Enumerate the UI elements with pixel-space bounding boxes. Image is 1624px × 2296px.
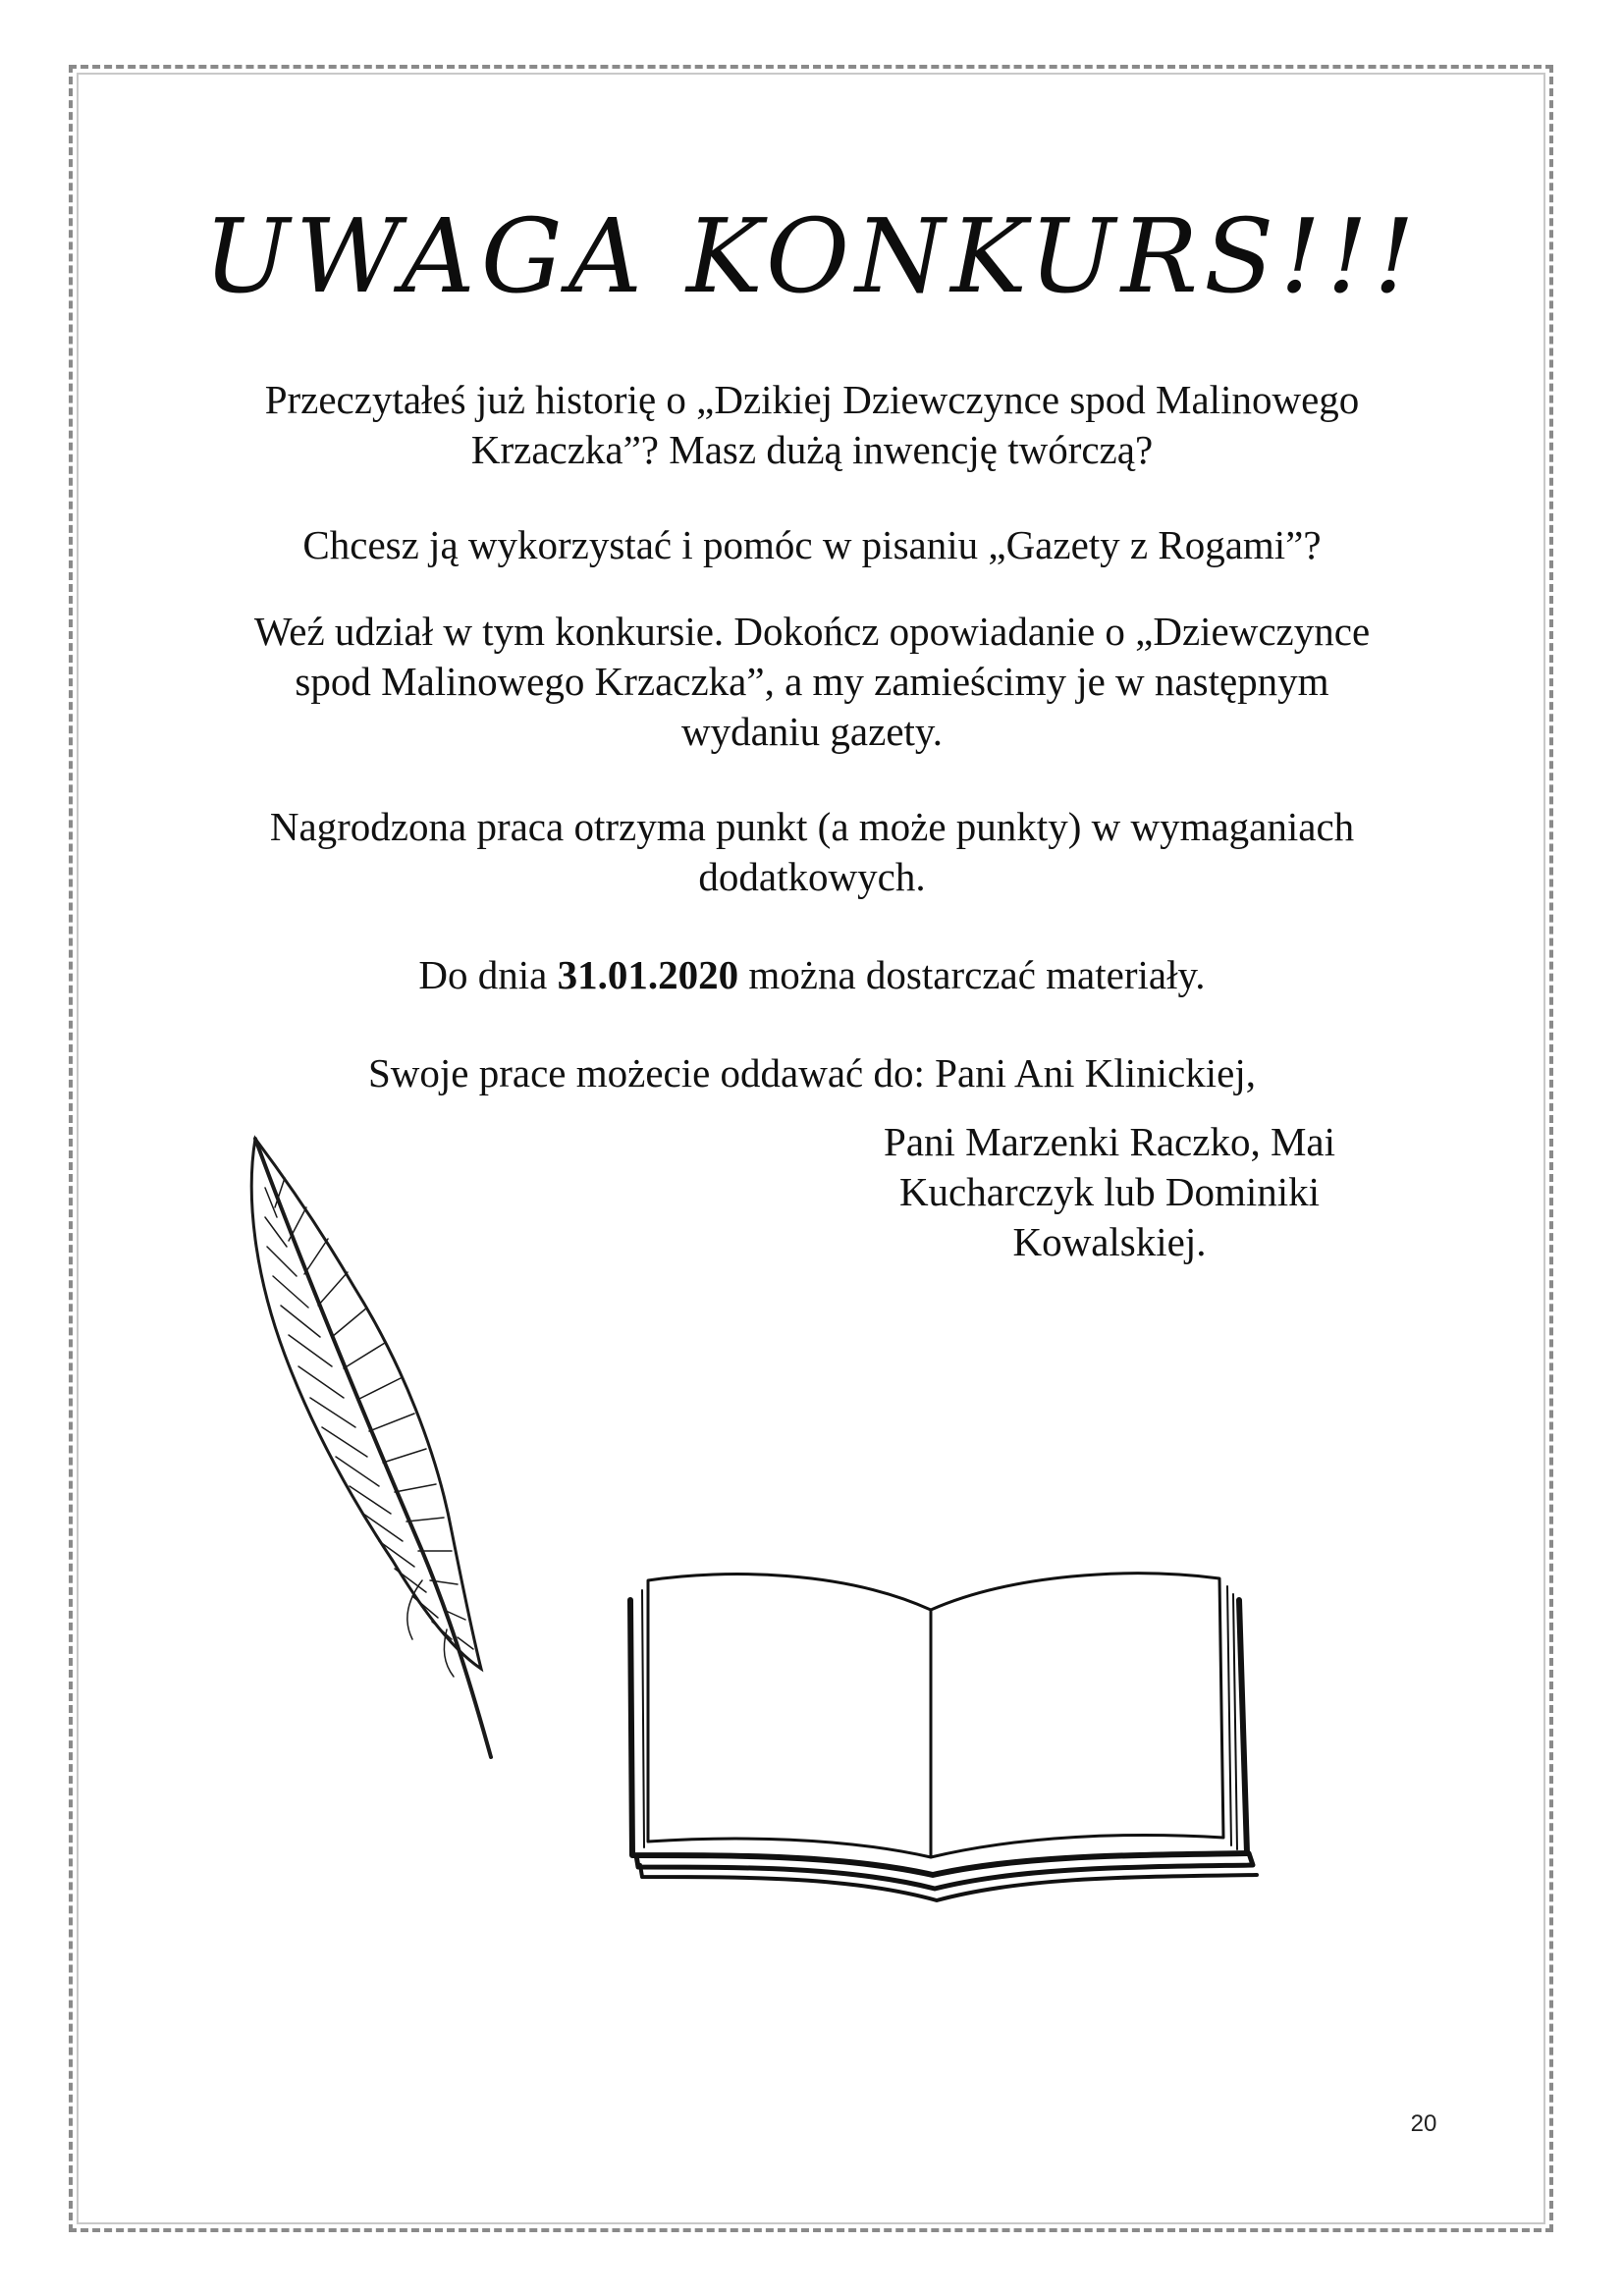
recipients-line-1: Pani Marzenki Raczko, Mai [884,1119,1335,1164]
intro-line-1: Przeczytałeś już historię o „Dzikiej Dziewczynce spod Malinowego [264,377,1360,422]
instructions-line-1: Weź udział w tym konkursie. Dokończ opowiadanie o „Dziewczynce [253,609,1371,654]
submission-paragraph: Swoje prace możecie oddawać do: Pani Ani Klinickiej, [367,1050,1256,1095]
deadline-date: 31.01.2020 [557,952,739,997]
recipients-block [805,1117,1414,1267]
open-book-icon [619,1561,1267,1914]
recipients-line-3: Kowalskiej. [1012,1219,1207,1264]
instructions-line-3: wydaniu gazety. [680,709,944,754]
prize-line-1: Nagrodzona praca otrzyma punkt (a może punkty) w wymaganiach [269,804,1355,849]
deadline-suffix: można dostarczać materiały. [738,952,1206,997]
prize-line-2: dodatkowych. [698,854,926,899]
intro-line-2: Krzaczka”? Masz dużą inwencję twórczą? [470,427,1154,472]
instructions-paragraph [177,607,1447,757]
page-number: 20 [1410,2110,1437,2137]
page-title: UWAGA KONKURS!!! [203,196,1421,316]
recipients-line-2: Kucharczyk lub Dominiki [898,1169,1321,1214]
quill-feather-icon [226,1119,520,1767]
question-paragraph: Chcesz ją wykorzystać i pomóc w pisaniu „Gazety z Rogami”? [302,522,1322,567]
intro-paragraph [177,375,1447,475]
instructions-line-2: spod Malinowego Krzaczka”, a my zamieścimy je w następnym [295,659,1329,704]
prize-paragraph [177,802,1447,902]
deadline-paragraph [177,950,1447,1000]
deadline-prefix: Do dnia [418,952,558,997]
